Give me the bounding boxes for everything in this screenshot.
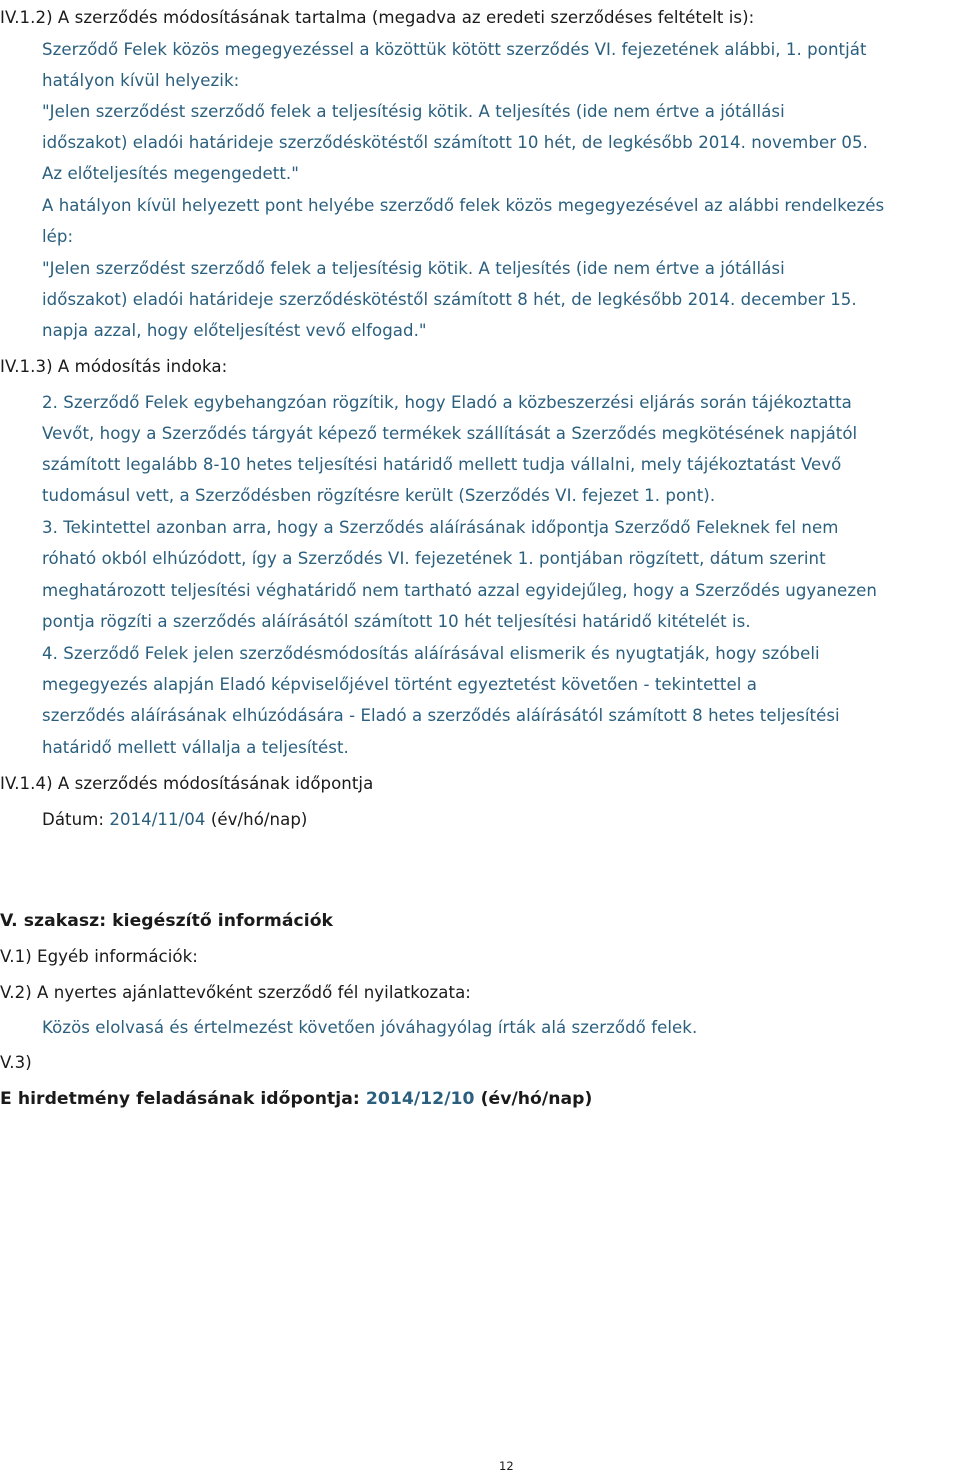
amendment-text-line: hatályon kívül helyezik: — [42, 71, 240, 90]
amendment-text-line: lép: — [42, 227, 74, 246]
section-v-3-label: V.3) — [0, 1053, 32, 1072]
amendment-text-line: "Jelen szerződést szerződő felek a teljesítésig kötik. A teljesítés (ide nem értve a jótállási — [42, 259, 785, 278]
date-label: Dátum: — [42, 810, 110, 829]
section-iv-1-3-heading: IV.1.3) A módosítás indoka: — [0, 357, 228, 376]
reason-text-line: Vevőt, hogy a Szerződés tárgyát képező termékek szállítását a Szerződés megkötésének napjától — [42, 424, 858, 443]
amendment-text-line: napja azzal, hogy előteljesítést vevő elfogad." — [42, 321, 427, 340]
reason-text-line: számított legalább 8-10 hetes teljesítési határidő mellett tudja vállalni, mely tájékoztatást Vevő — [42, 455, 842, 474]
section-v-2-label: V.2) A nyertes ajánlattevőként szerződő fél nyilatkozata: — [0, 983, 471, 1002]
reason-text-line: 4. Szerződő Felek jelen szerződésmódosítás aláírásával elismerik és nyugtatják, hogy szóbeli — [42, 644, 820, 663]
date-format-suffix: (év/hó/nap) — [205, 810, 308, 829]
reason-text-line: 3. Tekintettel azonban arra, hogy a Szerződés aláírásának időpontja Szerződő Feleknek fel nem — [42, 518, 839, 537]
reason-text-line: megegyezés alapján Eladó képviselőjével történt egyeztetést követően - tekintettel a — [42, 675, 757, 694]
section-iv-1-2-heading: IV.1.2) A szerződés módosításának tartalma (megadva az eredeti szerződéses feltételt is): — [0, 8, 755, 27]
reason-text-line: tudomásul vett, a Szerződésben rögzítésre került (Szerződés VI. fejezet 1. pont). — [42, 486, 716, 505]
publication-date-row — [0, 1089, 592, 1109]
amendment-text-line: Szerződő Felek közös megegyezéssel a közöttük kötött szerződés VI. fejezetének alábbi, 1. pontját — [42, 40, 867, 59]
amendment-text-line: "Jelen szerződést szerződő felek a teljesítésig kötik. A teljesítés (ide nem értve a jótállási — [42, 102, 785, 121]
amendment-text-line: A hatályon kívül helyezett pont helyébe szerződő felek közös megegyezésével az alábbi rendelkezés — [42, 196, 885, 215]
reason-text-line: 2. Szerződő Felek egybehangzóan rögzítik, hogy Eladó a közbeszerzési eljárás során tájékoztatta — [42, 393, 852, 412]
modification-date-value: 2014/11/04 — [109, 810, 206, 829]
publication-date-suffix: (év/hó/nap) — [474, 1089, 593, 1109]
section-v-1-label: V.1) Egyéb információk: — [0, 947, 198, 966]
amendment-text-line: Az előteljesítés megengedett." — [42, 164, 299, 183]
publication-date-label: E hirdetmény feladásának időpontja: — [0, 1089, 366, 1109]
publication-date-value: 2014/12/10 — [365, 1089, 475, 1109]
amendment-text-line: időszakot) eladói határideje szerződéskötéstől számított 8 hét, de legkésőbb 2014. december 15. — [42, 290, 857, 309]
reason-text-line: meghatározott teljesítési véghatáridő nem tartható azzal egyidejűleg, hogy a Szerződés ugyanezen — [42, 581, 877, 600]
reason-text-line: határidő mellett vállalja a teljesítést. — [42, 738, 349, 757]
amendment-text-line: időszakot) eladói határideje szerződéskötéstől számított 10 hét, de legkésőbb 2014. november 05. — [42, 133, 868, 152]
reason-text-line: szerződés aláírásának elhúzódására - Eladó a szerződés aláírásától számított 8 hetes teljesítési — [42, 706, 840, 725]
section-v-heading: V. szakasz: kiegészítő információk — [0, 911, 334, 931]
reason-text-line: pontja rögzíti a szerződés aláírásától számított 10 hét teljesítési határidő kitételét is. — [42, 612, 751, 631]
reason-text-line: róható okból elhúzódott, így a Szerződés VI. fejezetének 1. pontjában rögzített, dátum szerint — [42, 549, 826, 568]
section-iv-1-4-heading: IV.1.4) A szerződés módosításának időpontja — [0, 774, 374, 793]
modification-date-row — [42, 810, 307, 829]
page-number: 12 — [499, 1459, 514, 1473]
section-v-2-text: Közös elolvasá és értelmezést követően jóváhagyólag írták alá szerződő felek. — [42, 1018, 698, 1037]
